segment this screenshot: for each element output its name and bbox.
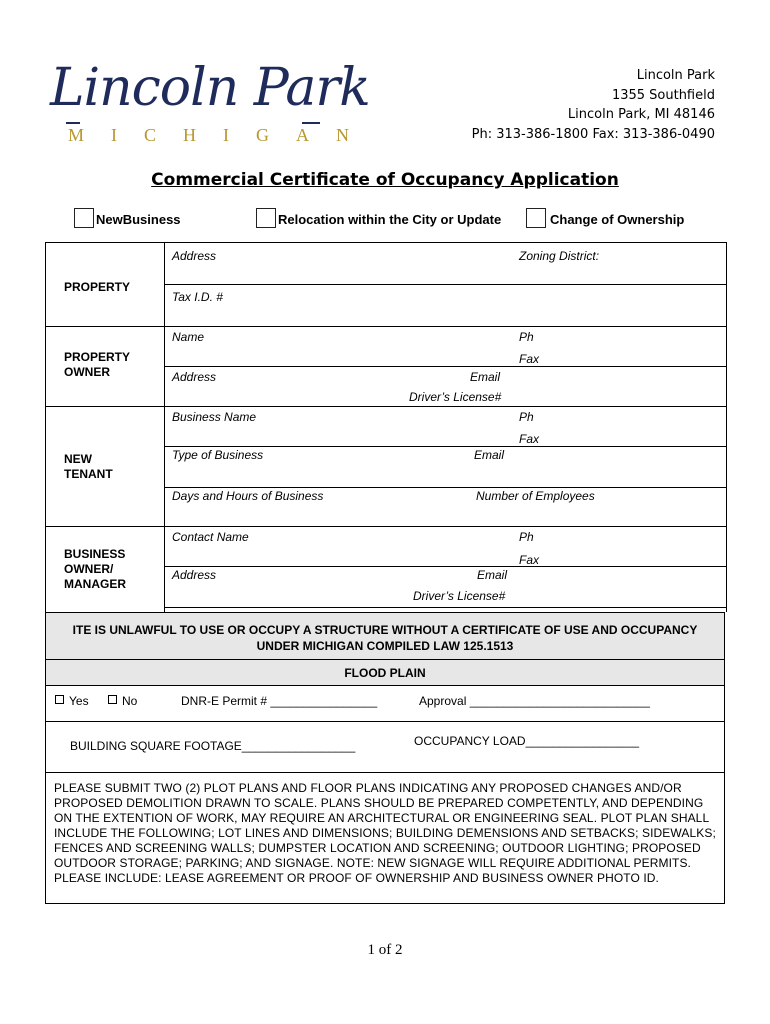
flood-no-label: No [122, 694, 138, 708]
section-label-property-owner-line2: OWNER [64, 365, 110, 379]
contact-line-4: Ph: 313-386-1800 Fax: 313-386-0490 [471, 126, 715, 142]
section-label-new-tenant [64, 452, 113, 482]
owner-license-field[interactable]: Driver’s License# [409, 390, 502, 404]
section-label-business-owner [64, 547, 126, 592]
business-fax-field[interactable]: Fax [519, 553, 540, 567]
owner-fax-field[interactable]: Fax [519, 352, 540, 366]
business-email-field[interactable]: Email [477, 568, 508, 582]
warning-line-2: UNDER MICHIGAN COMPILED LAW 125.1513 [256, 639, 514, 653]
owner-email-field[interactable]: Email [470, 370, 501, 384]
contact-block [472, 66, 715, 144]
rule-business-2 [164, 607, 726, 608]
square-footage-field[interactable]: BUILDING SQUARE FOOTAGE_________________ [70, 739, 356, 753]
new-business-label: NewBusiness [96, 212, 181, 227]
rule-business-1 [164, 566, 726, 567]
change-ownership-label: Change of Ownership [550, 212, 685, 227]
flood-yes-option[interactable] [55, 694, 89, 708]
page-number: 1 of 2 [367, 942, 403, 958]
tenant-email-field[interactable]: Email [474, 448, 505, 462]
tenant-fax-field[interactable]: Fax [519, 432, 540, 446]
contact-line-2: 1355 Southfield [611, 87, 715, 103]
business-address-field[interactable]: Address [172, 568, 217, 582]
contact-line-1: Lincoln Park [636, 68, 715, 83]
logo-rule-right [302, 122, 320, 124]
section-label-property: PROPERTY [64, 280, 131, 294]
owner-ph-field[interactable]: Ph [519, 330, 534, 344]
contact-name-field[interactable]: Contact Name [172, 530, 249, 544]
rule-owner-1 [164, 366, 726, 367]
approval-field[interactable]: Approval ___________________________ [419, 694, 650, 708]
logo-michigan: MICHIGAN [68, 125, 376, 145]
rule-property-1 [164, 284, 726, 285]
owner-address-field[interactable]: Address [172, 370, 217, 384]
warning-bar [45, 612, 725, 660]
business-type-field[interactable]: Type of Business [172, 448, 264, 462]
business-license-field[interactable]: Driver’s License# [413, 589, 506, 603]
zoning-district-field[interactable]: Zoning District: [519, 249, 600, 263]
section-label-property-owner-line1: PROPERTY [64, 350, 131, 364]
flood-no-option[interactable] [108, 694, 137, 708]
flood-yes-checkbox[interactable] [55, 695, 64, 704]
contact-line-3: Lincoln Park, MI 48146 [567, 107, 715, 122]
rule-tenant-2 [164, 487, 726, 488]
divider-tenant [46, 526, 726, 527]
section-label-business-owner-line1: BUSINESS [64, 547, 126, 561]
business-name-field[interactable]: Business Name [172, 410, 257, 424]
section-label-property-owner [64, 350, 130, 380]
relocation-checkbox[interactable] [256, 208, 276, 228]
flood-divider [46, 721, 724, 722]
employees-field[interactable]: Number of Employees [476, 489, 595, 503]
divider-property [46, 326, 726, 327]
page-title-text: Commercial Certificate of Occupancy Application [151, 170, 619, 190]
flood-yes-label: Yes [69, 694, 89, 708]
section-label-new-tenant-line1: NEW [64, 452, 92, 466]
section-label-new-tenant-line2: TENANT [64, 467, 113, 481]
property-address-field[interactable]: Address [172, 249, 217, 263]
application-grid [45, 242, 727, 612]
page-title [0, 170, 770, 190]
business-ph-field[interactable]: Ph [519, 530, 534, 544]
section-label-business-owner-line2: OWNER/ [64, 562, 114, 576]
section-label-business-owner-line3: MANAGER [64, 577, 126, 591]
flood-no-checkbox[interactable] [108, 695, 117, 704]
logo-rule-left [66, 122, 80, 124]
flood-plain-bar [45, 659, 725, 686]
rule-tenant-1 [164, 446, 726, 447]
grid-top-border [46, 242, 726, 243]
relocation-label: Relocation within the City or Update [278, 212, 502, 227]
divider-owner [46, 406, 726, 407]
tenant-ph-field[interactable]: Ph [519, 410, 534, 424]
tax-id-field[interactable]: Tax I.D. # [172, 290, 223, 304]
change-ownership-checkbox[interactable] [526, 208, 546, 228]
occupancy-load-field[interactable]: OCCUPANCY LOAD_________________ [414, 734, 640, 748]
warning-line-1: ITE IS UNLAWFUL TO USE OR OCCUPY A STRUCTURE WITHOUT A CERTIFICATE OF USE AND OCCUPANCY [72, 623, 698, 637]
label-column-divider [164, 242, 165, 612]
dnr-permit-field[interactable]: DNR-E Permit # ________________ [181, 694, 378, 708]
owner-name-field[interactable]: Name [172, 330, 205, 344]
logo-script: Lincoln Park [50, 58, 370, 118]
days-hours-field[interactable]: Days and Hours of Business [172, 489, 324, 503]
plan-requirements-notice: PLEASE SUBMIT TWO (2) PLOT PLANS AND FLOOR PLANS INDICATING ANY PROPOSED CHANGES AND/OR PROPOSED DEMOLITION DRAWN TO SCALE. PLANS SHOULD BE PREPARED COMPETENTLY, AND DEPENDING ON THE EXTENTION OF WORK, MAY REQUIRE AN ARCHITECTURAL OR ENGINEERING SEAL. PLOT PLAN SHALL INCLUDE THE FOLLOWING; LOT LINES AND DIMENSIONS; BUILDING DEMENSIONS AND SETBACKS; SIDEWALKS; FENCES AND SCREENING WALLS; DUMPSTER LOCATION AND SCREENING; OUTDOOR LIGHTING; PROPOSED OUTDOOR STORAGE; PARKING; AND SIGNAGE. NOTE: NEW SIGNAGE WILL REQUIRE ADDITIONAL PERMITS. PLEASE INCLUDE: LEASE AGREEMENT OR PROOF OF OWNERSHIP AND BUSINESS OWNER PHOTO ID. [45, 772, 725, 904]
new-business-checkbox[interactable] [74, 208, 94, 228]
flood-plain-title: FLOOD PLAIN [344, 666, 426, 680]
